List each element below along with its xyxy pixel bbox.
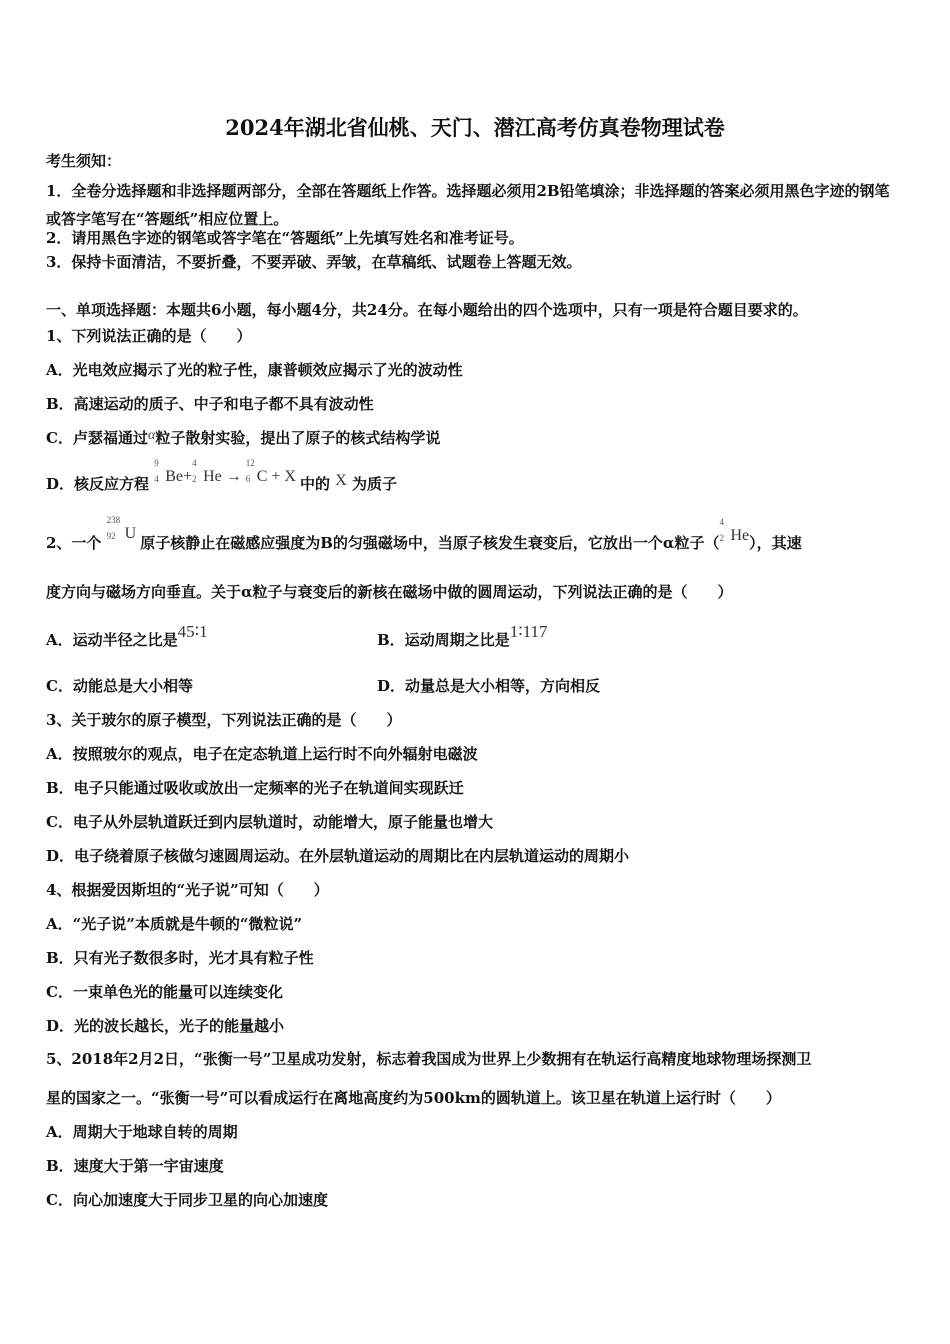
q5-option-c: C．向心加速度大于同步卫星的向心加速度 [46,1191,328,1209]
q2-post: ），其速 [749,534,802,552]
q2-pre: 2、一个 [46,534,102,552]
u-symbol: U [124,525,137,543]
q4-option-a: A．“光子说”本质就是牛顿的“微粒说” [46,915,303,933]
q1-option-c [46,428,440,450]
q5-stem-line2: 星的国家之一。“张衡一号”可以看成运行在离地高度约为500km的圆轨道上。该卫星在轨道上运行时（ ） [46,1089,781,1107]
he-atomic-number: 2 [192,474,197,485]
q1-d-mid: 中的 [299,475,330,493]
q1-stem: 1、下列说法正确的是（ ） [46,327,252,345]
section-heading: 一、单项选择题：本题共6小题，每小题4分，共24分。在每小题给出的四个选项中，只有一项是符合题目要求的。 [46,301,808,319]
he-symbol: He [203,468,222,486]
q1-d-post: 为质子 [352,475,398,493]
alpha-symbol: α [147,428,156,443]
he2-mass-number: 4 [719,517,724,528]
c-atomic-number: 6 [245,474,251,485]
q2-b-text: B．运动周期之比是 [377,631,510,649]
isotope-be [154,458,184,487]
isotope-c [245,458,268,487]
uranium-isotope [106,515,141,543]
isotope-u [106,515,137,544]
be-symbol: Be [165,468,184,486]
q2-a-text: A．运动半径之比是 [46,631,178,649]
q2-option-b [377,622,548,650]
q1-option-d [46,458,398,495]
u-atomic-number: 92 [106,531,116,542]
isotope-he-2 [719,517,750,546]
q2-mid: 原子核静止在磁感应强度为B的匀强磁场中，当原子核发生衰变后，它放出一个α粒子（ [140,534,720,552]
arrow-symbol: → [225,468,242,485]
be-atomic-number: 4 [154,474,159,485]
q2-option-c: C．动能总是大小相等 [46,677,193,695]
nuclear-equation [154,458,300,486]
notice-item-2: 2．请用黑色字迹的钢笔或答字笔在“答题纸”上先填写姓名和准考证号。 [46,229,524,247]
plus-sign: + [183,468,193,485]
q4-option-b: B．只有光子数很多时，光才具有粒子性 [46,949,314,967]
q1-d-pre: D．核反应方程 [46,475,150,493]
q2-a-value: 45∶1 [177,622,208,641]
he-mass-number: 4 [192,458,197,469]
q2-option-a [46,622,208,650]
be-mass-number: 9 [154,458,159,469]
plus-x: + X [271,468,296,485]
q1-option-a: A．光电效应揭示了光的粒子性，康普顿效应揭示了光的波动性 [46,361,463,379]
q4-stem: 4、根据爱因斯坦的“光子说”可知（ ） [46,881,329,899]
isotope-he [192,458,222,487]
q5-option-b: B．速度大于第一宇宙速度 [46,1157,224,1175]
q3-option-a: A．按照玻尔的观点，电子在定态轨道上运行时不向外辐射电磁波 [46,745,478,763]
page-title: 2024年湖北省仙桃、天门、潜江高考仿真卷物理试卷 [225,115,725,140]
he2-atomic-number: 2 [719,533,724,544]
q3-stem: 3、关于玻尔的原子模型，下列说法正确的是（ ） [46,711,402,729]
q5-stem-line1: 5、2018年2月2日，“张衡一号”卫星成功发射，标志着我国成为世界上少数拥有在轨运行高精度地球物理场探测卫 [46,1050,812,1068]
x-symbol: X [335,472,347,489]
q4-option-c: C．一束单色光的能量可以连续变化 [46,983,283,1001]
notice-item-3: 3．保持卡面清洁，不要折叠，不要弄破、弄皱，在草稿纸、试题卷上答题无效。 [46,253,582,271]
c-mass-number: 12 [245,458,255,469]
u-mass-number: 238 [106,515,121,526]
q2-option-d: D．动量总是大小相等，方向相反 [377,677,601,695]
q1-c-post: 粒子散射实验，提出了原子的核式结构学说 [155,429,441,447]
q4-option-d: D．光的波长越长，光子的能量越小 [46,1017,285,1035]
q1-option-b: B．高速运动的质子、中子和电子都不具有波动性 [46,395,374,413]
q2-b-value: 1∶117 [509,622,548,641]
q2-stem-line2: 度方向与磁场方向垂直。关于α粒子与衰变后的新核在磁场中做的圆周运动，下列说法正确的是（ ） [46,583,733,601]
notice-heading: 考生须知： [46,152,122,170]
q5-option-a: A．周期大于地球自转的周期 [46,1123,238,1141]
q3-option-b: B．电子只能通过吸收或放出一定频率的光子在轨道间实现跃迁 [46,779,464,797]
q3-option-d: D．电子绕着原子核做匀速圆周运动。在外层轨道运动的周期比在内层轨道运动的周期小 [46,847,630,865]
q1-c-pre: C．卢瑟福通过 [46,429,148,447]
q2-stem-line1 [46,515,802,554]
helium-isotope [719,517,750,545]
he2-symbol: He [730,527,750,545]
q3-option-c: C．电子从外层轨道跃迁到内层轨道时，动能增大，原子能量也增大 [46,813,493,831]
c-symbol: C [256,468,268,486]
notice-item-1: 1．全卷分选择题和非选择题两部分，全部在答题纸上作答。选择题必须用2B铅笔填涂；非选择题的答案必须用黑色字迹的钢笔或答字笔写在“答题纸”相应位置上。 [46,182,890,228]
